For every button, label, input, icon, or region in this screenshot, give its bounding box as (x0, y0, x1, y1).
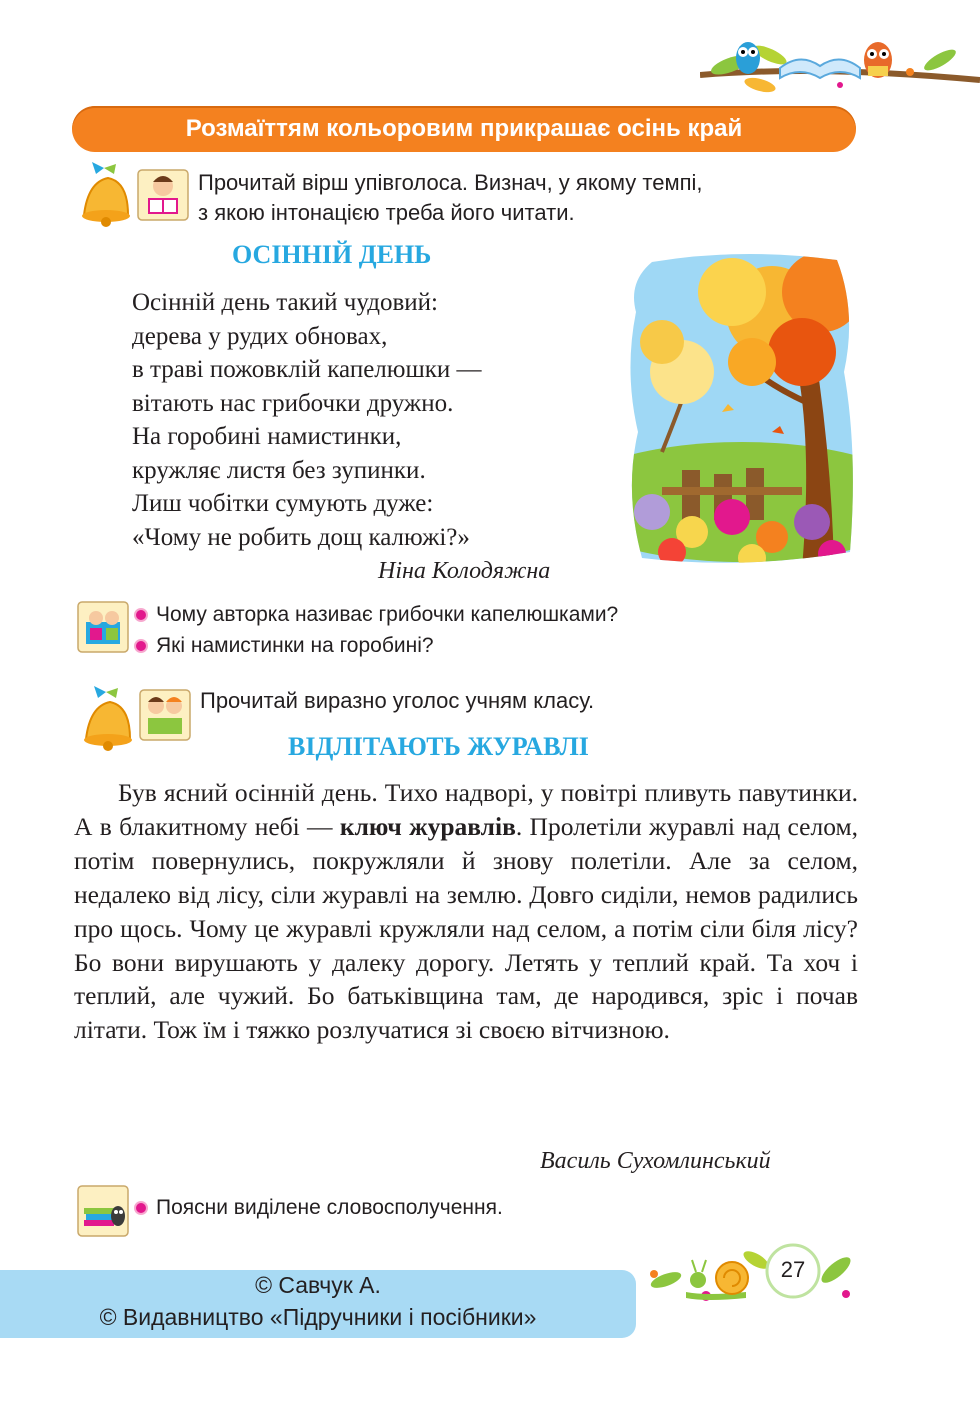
poem-line: кружляє листя без зупинки. (132, 456, 426, 484)
copyright-author: © Савчук А. (255, 1272, 381, 1298)
question-text: Чому авторка називає грибочки капелюшками? (156, 603, 619, 626)
reading-child-icon (136, 166, 190, 224)
poem-author: Ніна Колодяжна (378, 558, 551, 584)
poem-line: Осінній день такий чудовий: (132, 289, 438, 316)
branch-owls-decoration (700, 30, 980, 110)
copyright-publisher: © Видавництво «Підручники і посібники» (99, 1304, 537, 1330)
question-text: Які намистинки на горобині? (156, 634, 434, 657)
poem-line: дерева у рудих обновах, (132, 322, 388, 350)
poem-line: На горобині намистинки, (132, 423, 402, 450)
story-text (74, 776, 858, 1047)
question-item (134, 631, 434, 661)
poem-line: Лиш чобітки сумують дуже: (132, 490, 434, 517)
story-author: Василь Сухомлинський (540, 1148, 771, 1174)
poem-line: в траві пожовклій капелюшки — (132, 356, 482, 383)
bullet-icon (134, 608, 148, 622)
poem-title: ОСІННІЙ ДЕНЬ (232, 240, 432, 269)
question-book-icon (76, 600, 130, 654)
question-item (134, 600, 618, 630)
snail-flowers-decoration (646, 1240, 860, 1306)
bell-icon (74, 160, 136, 230)
question-text: Поясни виділене словосполучення. (156, 1196, 503, 1219)
question-item (134, 1193, 503, 1223)
task-instruction: Прочитай виразно уголос учням класу. (200, 688, 595, 713)
section-title: Розмаїттям кольоровим прикрашає осінь край (185, 115, 743, 142)
story-text-part: Був ясний осінній день. Тихо надворі, у повітрі пливуть павутинки. А в блакитному небі — (74, 778, 858, 841)
story-title: ВІДЛІТАЮТЬ ЖУРАВЛІ (288, 732, 589, 761)
bullet-icon (134, 1201, 148, 1215)
page-number: 27 (780, 1257, 806, 1282)
highlighted-phrase: ключ журавлів (339, 811, 516, 841)
reading-children-icon (138, 688, 192, 742)
poem-text (132, 286, 622, 554)
section-header-banner (72, 106, 856, 152)
task-instruction-line-1: Прочитай вірш упівголоса. Визнач, у якому темпі, (198, 170, 703, 195)
poem-line: вітають нас грибочки дружно. (132, 389, 454, 417)
story-text-part: . Пролетіли журавлі над селом, потім повернулись, покружляли й знову полетіли. Але за селом, недалеко від лісу, сіли журавлі на землю. Довго сиділи, немов радились про щось. Чому це журавлі кружляли над селом, а потім сіли біля лісу? Бо вони вирушають у далеку дорогу. Летять у теплий край. Та хоч і теплий, але чужий. Бо батьківщина там, де народився, зріс і почав літати. Тож їм і тяжко розлучатися зі своєю вітчизною. (74, 811, 858, 1045)
books-owl-icon (76, 1184, 130, 1238)
poem-line: «Чому не робить дощ калюжі?» (132, 523, 470, 551)
task-instruction-line-2: з якою інтонацією треба його читати. (198, 200, 575, 225)
bell-icon (76, 684, 138, 754)
bullet-icon (134, 639, 148, 653)
autumn-tree-illustration (622, 252, 858, 568)
